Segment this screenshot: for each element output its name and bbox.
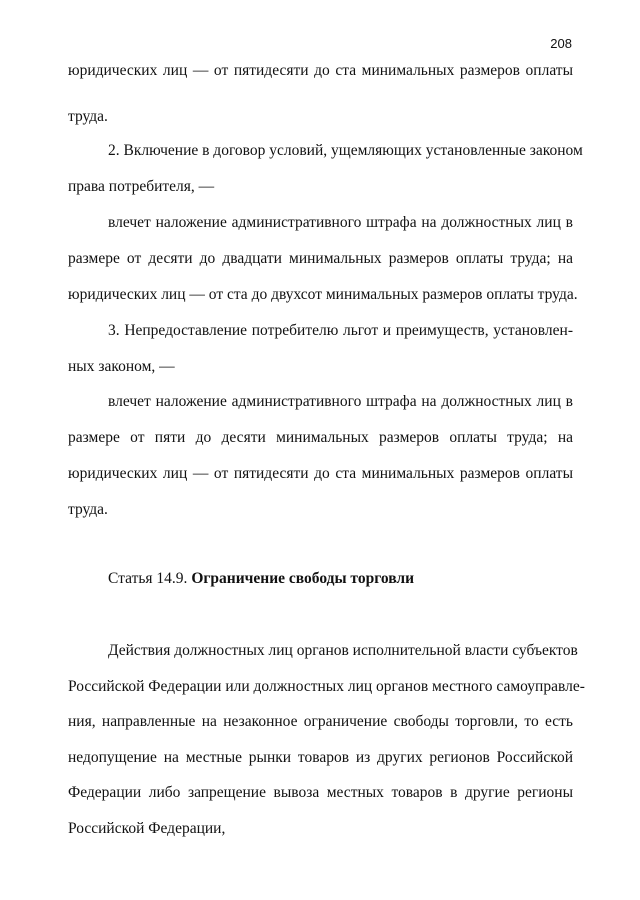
- page-number: 208: [550, 36, 572, 51]
- text-line: Федерации либо запрещение вывоза местных товаров в другие регионы: [68, 784, 573, 801]
- text-line: юридических лиц — от пятидесяти до ста минимальных размеров оплаты: [68, 62, 573, 79]
- text-line: юридических лиц — от ста до двухсот минимальных размеров оплаты труда.: [68, 286, 578, 303]
- text-line: ния, направленные на незаконное ограничение свободы торговли, то есть: [68, 713, 573, 730]
- text-line: влечет наложение административного штрафа на должностных лиц в: [108, 214, 573, 231]
- text-line: Российской Федерации или должностных лиц органов местного самоуправле-: [68, 678, 585, 695]
- article-title: Ограничение свободы торговли: [191, 570, 415, 587]
- text-line: Действия должностных лиц органов исполнительной власти субъектов: [108, 642, 578, 659]
- text-line: юридических лиц — от пятидесяти до ста минимальных размеров оплаты: [68, 465, 573, 482]
- article-number: Статья 14.9.: [108, 570, 192, 587]
- text-line: 3. Непредоставление потребителю льгот и преимуществ, установлен-: [108, 322, 573, 339]
- article-heading: [108, 570, 573, 588]
- text-line: 2. Включение в договор условий, ущемляющих установленные законом: [108, 142, 583, 159]
- text-line: Российской Федерации,: [68, 820, 226, 837]
- text-line: размере от пяти до десяти минимальных размеров оплаты труда; на: [68, 429, 573, 446]
- text-line: ных законом, —: [68, 358, 175, 375]
- text-line: права потребителя, —: [68, 178, 215, 195]
- text-line: влечет наложение административного штрафа на должностных лиц в: [108, 393, 573, 410]
- text-line: труда.: [68, 501, 108, 518]
- text-line: труда.: [68, 108, 108, 125]
- text-line: размере от десяти до двадцати минимальных размеров оплаты труда; на: [68, 250, 573, 267]
- text-line: недопущение на местные рынки товаров из других регионов Российской: [68, 749, 573, 766]
